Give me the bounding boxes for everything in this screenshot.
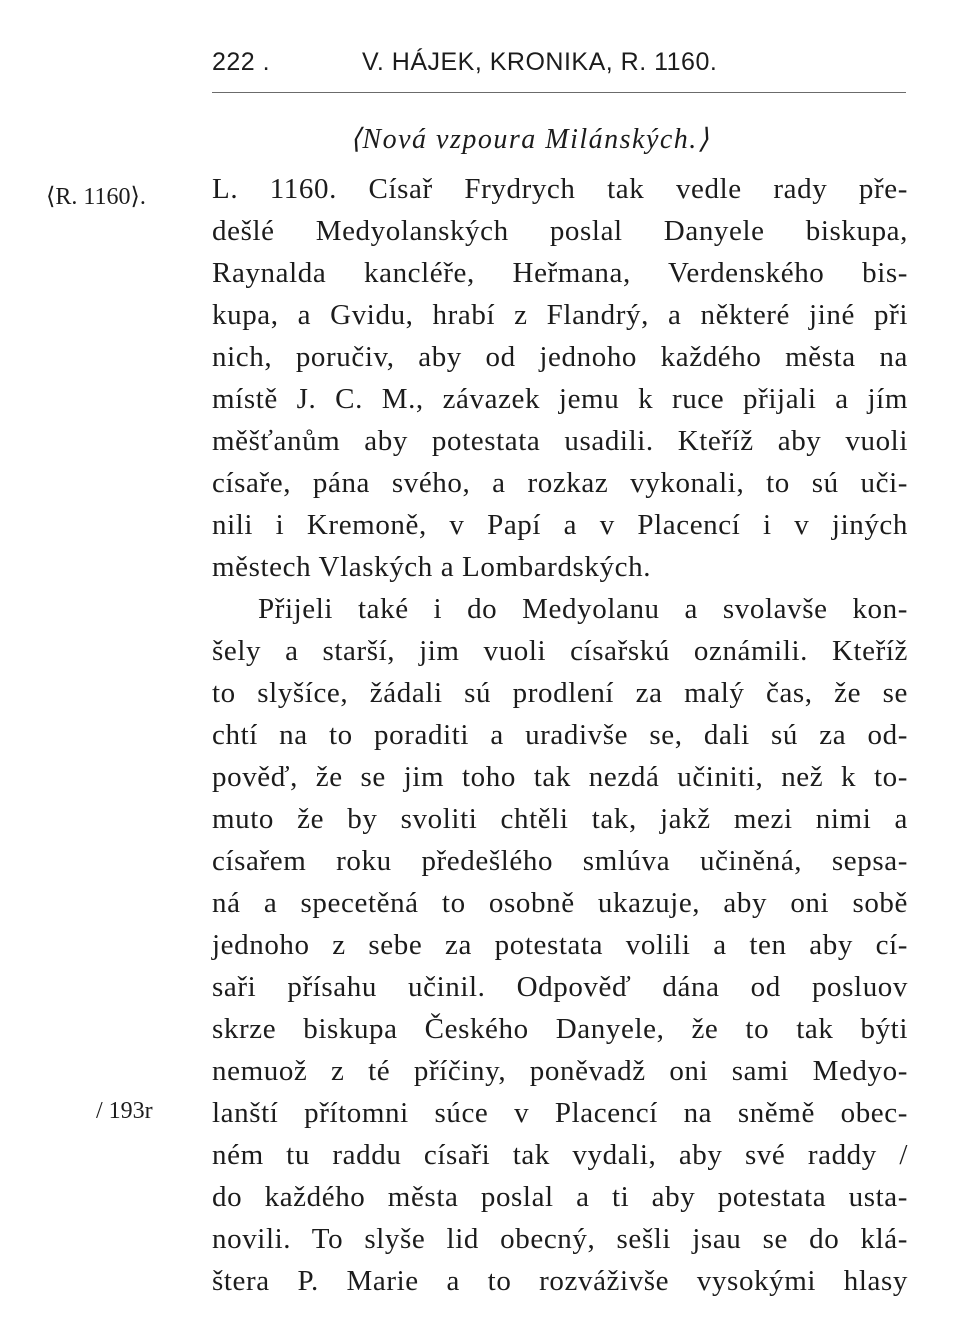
section-heading: ⟨Nová vzpoura Milánských.⟩ (350, 124, 711, 155)
text-line: císaře, pána svého, a rozkaz vykonali, to sú uči- (212, 467, 908, 499)
page-header (212, 44, 906, 94)
text-line: L. 1160. Císař Frydrych tak vedle rady pře- (212, 173, 908, 205)
text-line: pověď, že se jim toho tak nezdá učiniti, než k to- (212, 761, 908, 793)
text-line: chtí na to poraditi a uradivše se, dali sú za od- (212, 719, 908, 751)
text-line: místě J. C. M., závazek jemu k ruce přijali a jím (212, 383, 908, 415)
page-number: 222 . (212, 48, 271, 76)
text-line: nemuož z té příčiny, poněvadž oni sami Medyo- (212, 1055, 908, 1087)
text-line: saři přísahu učinil. Odpověď dána od posluov (212, 971, 908, 1003)
text-line: štera P. Marie a to rozváživše vysokými hlasy (212, 1265, 908, 1297)
text-line: novili. To slyše lid obecný, sešli jsau se do klá- (212, 1223, 908, 1255)
text-line: to slyšíce, žádali sú prodlení za malý čas, že se (212, 677, 908, 709)
text-line: ná a specetěná to osobně ukazuje, aby oni sobě (212, 887, 908, 919)
margin-note-year: ⟨R. 1160⟩. (46, 184, 146, 210)
text-line: nili i Kremoně, v Papí a v Placencí i v jiných (212, 509, 908, 541)
text-line: císařem roku předešlého smlúva učiněná, sepsa- (212, 845, 908, 877)
text-line: jednoho z sebe za potestata volili a ten aby cí- (212, 929, 908, 961)
text-line: skrze biskupa Českého Danyele, že to tak býti (212, 1013, 908, 1045)
text-line: městech Vlaských a Lombardských. (212, 551, 652, 583)
text-line: do každého města poslal a ti aby potestata usta- (212, 1181, 908, 1213)
text-line: měšťanům aby potestata usadili. Kteříž aby vuoli (212, 425, 908, 457)
text-line: ném tu raddu císaři tak vydali, aby své raddy / (212, 1139, 908, 1171)
text-line: dešlé Medyolanských poslal Danyele biskupa, (212, 215, 908, 247)
text-line: muto že by svoliti chtěli tak, jakž mezi nimi a (212, 803, 908, 835)
text-line: Přijeli také i do Medyolanu a svolavše kon- (258, 593, 908, 625)
text-line: šely a starší, jim vuoli císařskú oznámili. Kteříž (212, 635, 908, 667)
text-line: nich, poručiv, aby od jednoho každého města na (212, 341, 908, 373)
text-line: Raynalda kancléře, Heřmana, Verdenského bis- (212, 257, 908, 289)
margin-note-folio: / 193r (96, 1098, 153, 1124)
text-line: kupa, a Gvidu, hrabí z Flandrý, a některé jiné při (212, 299, 908, 331)
text-line: lanští přítomni súce v Placencí na sněmě obec- (212, 1097, 908, 1129)
header-rule (212, 92, 906, 93)
running-head: V. HÁJEK, KRONIKA, R. 1160. (362, 48, 718, 76)
